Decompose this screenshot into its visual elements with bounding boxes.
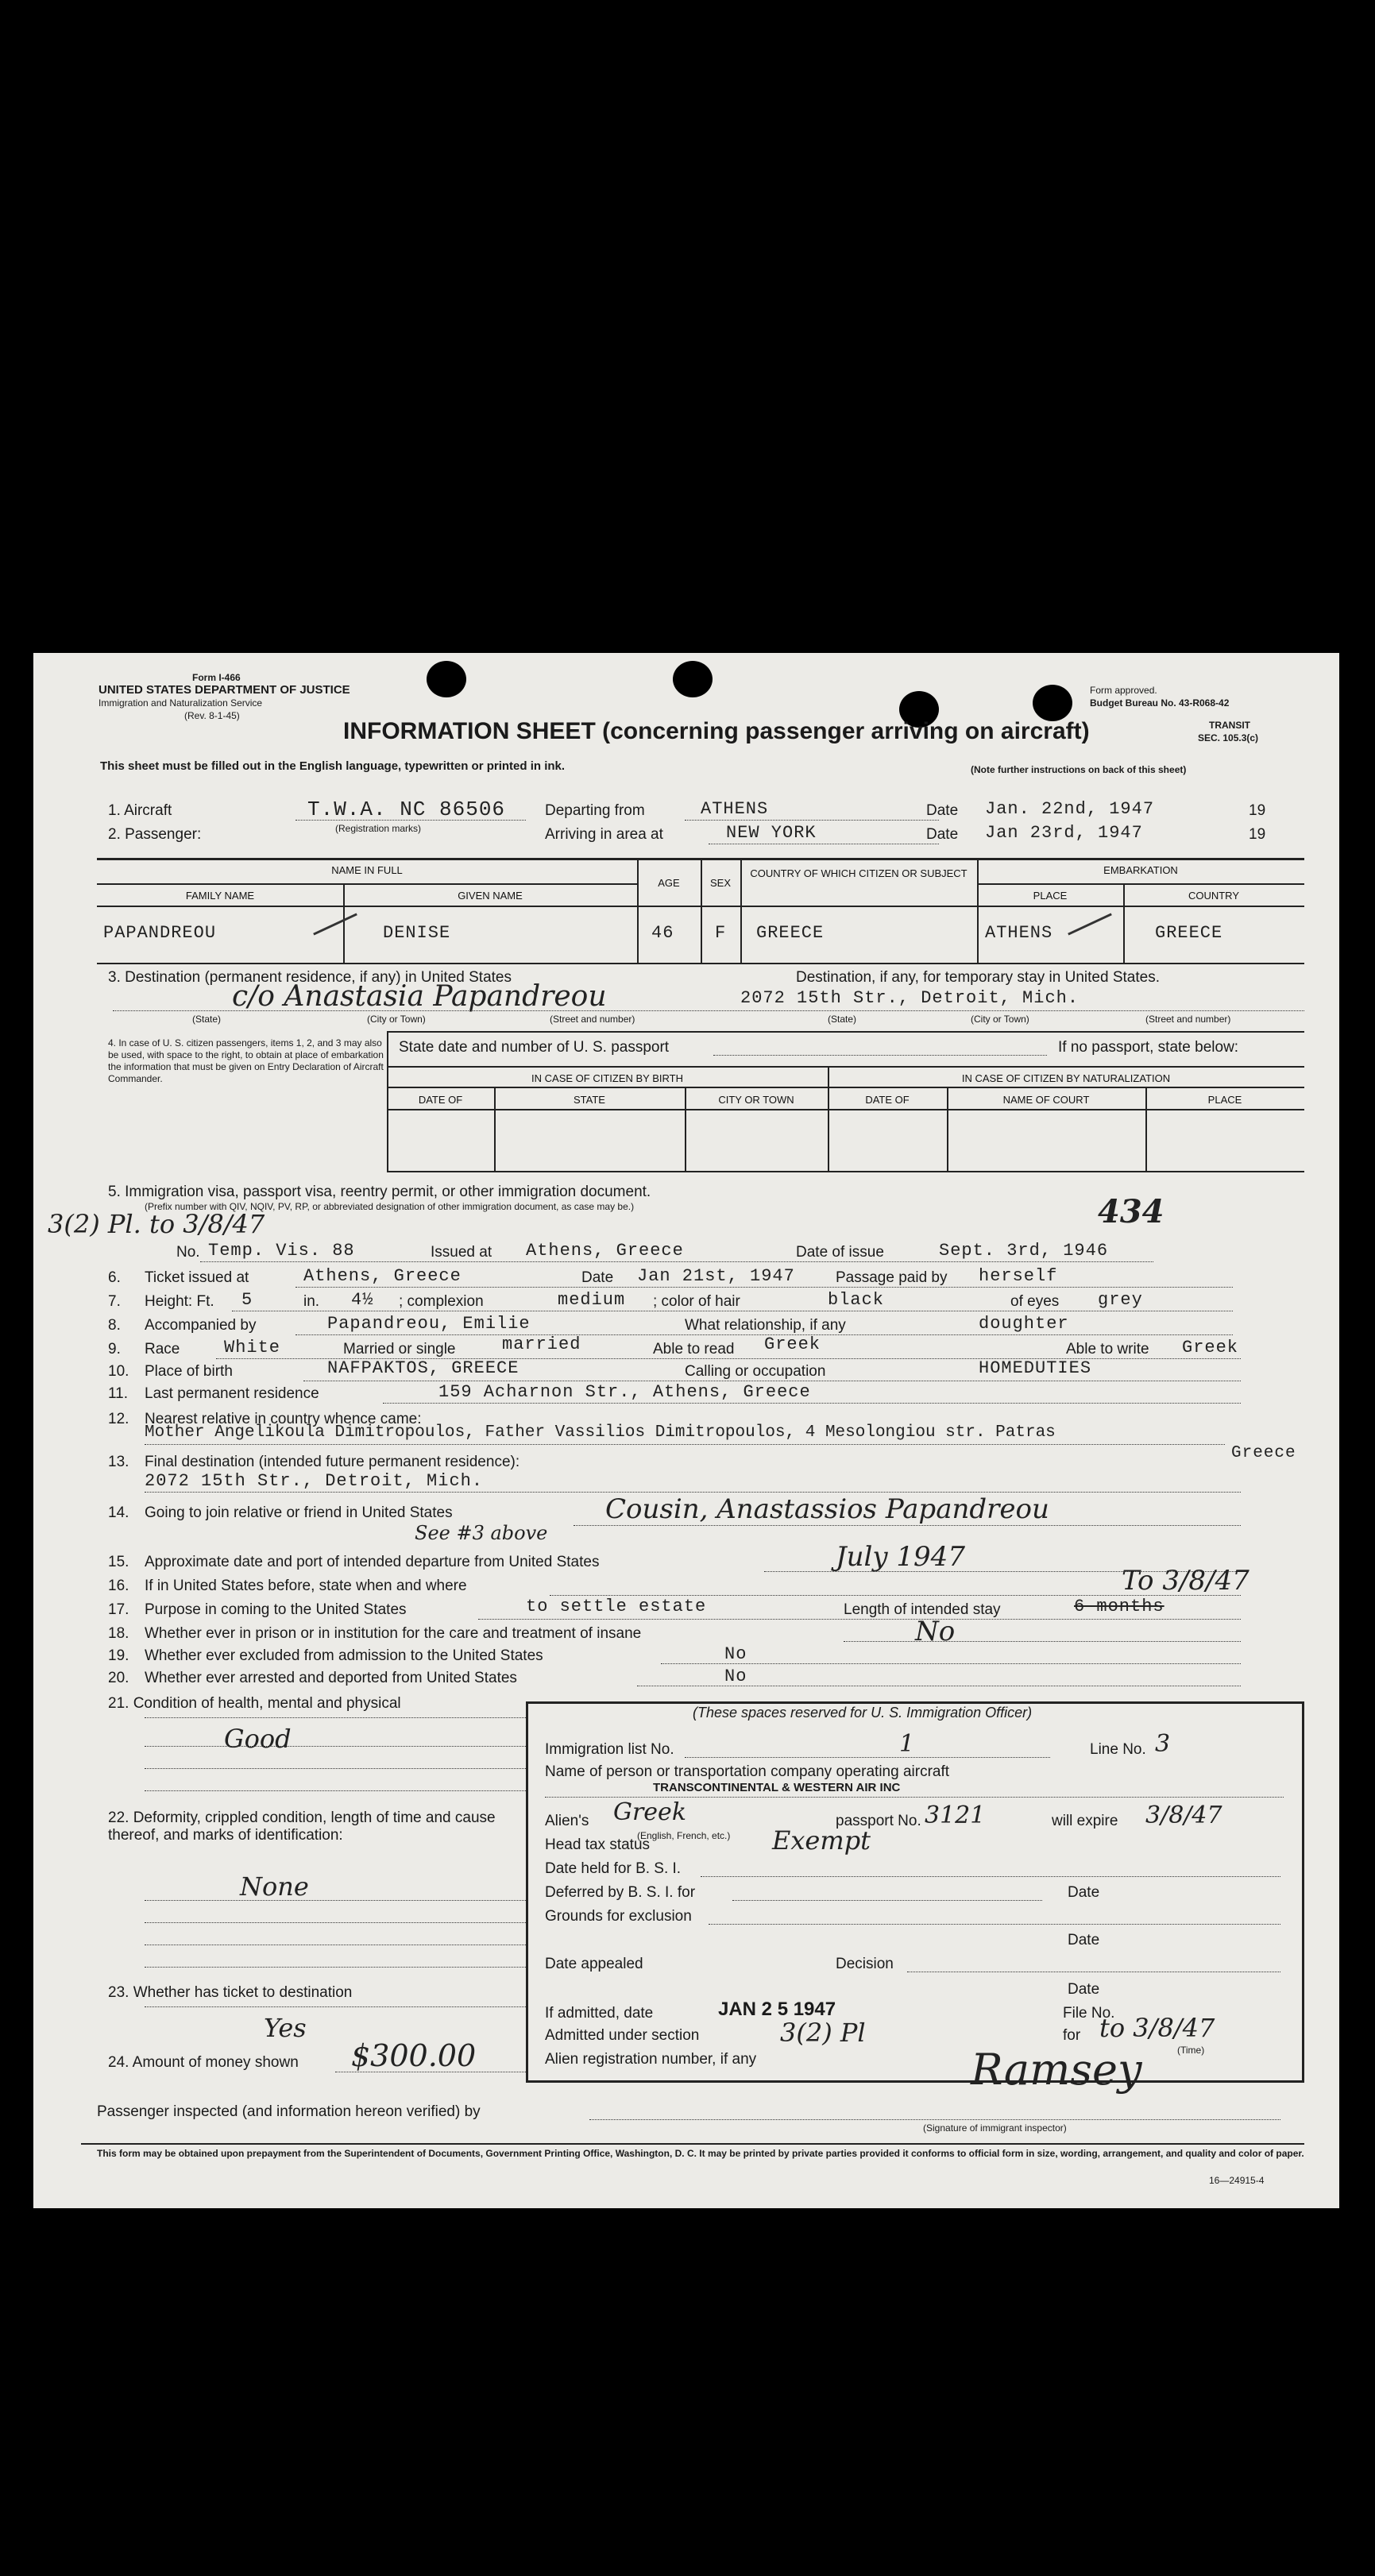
join-relative-label: Going to join relative or friend in United States (145, 1504, 453, 1521)
place-hdr-2: PLACE (1207, 1094, 1242, 1106)
write-label: Able to write (1066, 1341, 1149, 1358)
birthplace-label: Place of birth (145, 1363, 233, 1380)
underline (589, 2119, 1280, 2120)
underline (709, 1924, 1280, 1925)
table-rule (387, 1066, 1304, 1068)
row16-num: 16. (108, 1578, 129, 1594)
nearest-relative-value: Mother Angelikoula Dimitropoulos, Father Vassilios Dimitropoulos, 4 Mesolongiou str. Patras (145, 1423, 1056, 1442)
visa-label: 5. Immigration visa, passport visa, reentry permit, or other immigration document. (108, 1184, 651, 1200)
eyes-value: grey (1098, 1290, 1143, 1310)
occupation-label: Calling or occupation (685, 1363, 826, 1380)
prison-label: Whether ever in prison or in institution for the care and treatment of insane (145, 1625, 642, 1642)
year1-prefix: 19 (1249, 802, 1266, 819)
race-label: Race (145, 1341, 180, 1358)
appealed-label: Date appealed (545, 1956, 643, 1972)
signature-sub: (Signature of immigrant inspector) (923, 2122, 1067, 2134)
admitted-label: If admitted, date (545, 2005, 654, 2022)
headtax-label: Head tax status (545, 1836, 651, 1853)
join-relative-value: Cousin, Anastassios Papandreou (605, 1493, 1049, 1525)
arriving-value: NEW YORK (726, 823, 817, 843)
sub-state: (State) (192, 1014, 222, 1025)
departure-label: Approximate date and port of intended departure from United States (145, 1554, 600, 1570)
place-hdr: PLACE (1033, 890, 1068, 902)
underline (732, 1900, 1042, 1901)
destination-typed: 2072 15th Str., Detroit, Mich. (740, 988, 1080, 1008)
family-name-value: PAPANDREOU (103, 923, 217, 943)
visa-no-value: Temp. Vis. 88 (208, 1241, 355, 1261)
date-of-hdr: DATE OF (418, 1094, 463, 1106)
nearest-relative-country: Greece (1231, 1444, 1296, 1462)
hair-label: ; color of hair (653, 1293, 740, 1310)
before-value: To 3/8/47 (1122, 1565, 1249, 1597)
budget-bureau: Budget Bureau No. 43-R068-42 (1090, 697, 1230, 709)
margin-note: 3(2) Pl. to 3/8/47 (48, 1209, 265, 1239)
registration-note: (Registration marks) (335, 823, 422, 834)
eyes-label: of eyes (1010, 1293, 1060, 1310)
approval-pre: Form approved. (1090, 685, 1157, 696)
section-ref: SEC. 105.3(c) (1198, 732, 1259, 743)
purpose-label: Purpose in coming to the United States (145, 1601, 407, 1618)
hair-value: black (828, 1290, 885, 1310)
underline (545, 1797, 1284, 1798)
row10-num: 10. (108, 1363, 129, 1380)
section-label: Admitted under section (545, 2027, 700, 2044)
row17-num: 17. (108, 1601, 129, 1618)
date-label-3: Date (1068, 1981, 1100, 1998)
footer-rule (81, 2143, 1304, 2145)
table-rule (637, 858, 639, 963)
read-value: Greek (764, 1334, 821, 1354)
last-residence-label: Last permanent residence (145, 1385, 319, 1402)
money-label: 24. Amount of money shown (108, 2054, 299, 2071)
fileno-label: File No. (1063, 2005, 1115, 2022)
accompanied-value: Papandreou, Emilie (327, 1314, 531, 1334)
married-value: married (502, 1334, 581, 1354)
embarkation-hdr: EMBARKATION (1103, 864, 1178, 876)
married-label: Married or single (343, 1341, 456, 1358)
citizen-country-value: GREECE (756, 923, 825, 943)
table-rule (97, 963, 1304, 964)
row15-num: 15. (108, 1554, 129, 1570)
country-hdr: COUNTRY OF WHICH CITIZEN OR SUBJECT (750, 867, 968, 879)
deformity-value: None (240, 1871, 309, 1902)
passage-paid-label: Passage paid by (836, 1269, 948, 1286)
excluded-label: Whether ever excluded from admission to the United States (145, 1647, 543, 1664)
departing-label: Departing from (545, 802, 645, 819)
inspected-label: Passenger inspected (and information hereon verified) by (97, 2103, 481, 2120)
underline (295, 1287, 1233, 1288)
form-number: Form I-466 (192, 672, 241, 683)
underline (200, 1261, 1153, 1262)
underline (685, 820, 939, 821)
deported-label: Whether ever arrested and deported from United States (145, 1670, 517, 1686)
sex-value: F (715, 923, 727, 943)
date1-label: Date (926, 802, 959, 819)
alien-value: Greek (613, 1798, 686, 1826)
excluded-value: No (724, 1644, 747, 1664)
underline (383, 1403, 1241, 1404)
date2-label: Date (926, 826, 959, 843)
aircraft-value: T.W.A. NC 86506 (307, 798, 506, 821)
date1-value: Jan. 22nd, 1947 (985, 799, 1155, 819)
for-label: for (1063, 2027, 1081, 2044)
check-mark (1068, 913, 1112, 935)
instructions: This sheet must be filled out in the English language, typewritten or printed in ink. (100, 759, 566, 773)
table-rule (387, 1031, 1304, 1033)
health-value: Good (224, 1724, 292, 1754)
row6-num: 6. (108, 1269, 121, 1286)
row7-num: 7. (108, 1293, 121, 1310)
citizen-birth-hdr: IN CASE OF CITIZEN BY BIRTH (531, 1072, 683, 1084)
citizen-nat-hdr: IN CASE OF CITIZEN BY NATURALIZATION (961, 1072, 1171, 1084)
last-residence-value: 159 Acharnon Str., Athens, Greece (438, 1382, 811, 1402)
final-destination-value: 2072 15th Str., Detroit, Mich. (145, 1471, 484, 1491)
line-no-label: Line No. (1090, 1741, 1146, 1758)
relationship-label: What relationship, if any (685, 1317, 846, 1334)
table-rule (387, 1109, 1304, 1110)
punch-hole (1033, 685, 1072, 721)
service: Immigration and Naturalization Service (98, 697, 263, 709)
relationship-value: doughter (979, 1314, 1069, 1334)
sex-hdr: SEX (709, 877, 731, 889)
table-rule (387, 1087, 1304, 1088)
underline (145, 1768, 526, 1769)
list-no-value: 1 (899, 1730, 915, 1758)
for-sub: (Time) (1177, 2045, 1205, 2056)
final-destination-label: Final destination (intended future permanent residence): (145, 1454, 520, 1470)
court-hdr: NAME OF COURT (1002, 1094, 1090, 1106)
for-value: to 3/8/47 (1099, 2013, 1215, 2043)
complexion-label: ; complexion (399, 1293, 484, 1310)
issue-date-value: Sept. 3rd, 1946 (939, 1241, 1109, 1261)
underline (701, 1876, 1280, 1877)
expire-label: will expire (1052, 1813, 1118, 1829)
stay-label: Length of intended stay (844, 1601, 1001, 1618)
fine-print: This form may be obtained upon prepayment from the Superintendent of Documents, Government Printing Office, Washington, D. C. It may be printed by private parties provided it conforms to official form in size, wording, arrangement, and quality and color of paper. (97, 2148, 1304, 2159)
health-label: 21. Condition of health, mental and physical (108, 1695, 401, 1712)
row19-num: 19. (108, 1647, 129, 1664)
height-ft-value: 5 (241, 1290, 253, 1310)
date-of-hdr-2: DATE OF (865, 1094, 910, 1106)
deported-value: No (724, 1666, 747, 1686)
accompanied-label: Accompanied by (145, 1317, 257, 1334)
temp-destination-label: Destination, if any, for temporary stay in United States. (796, 969, 1160, 986)
race-value: White (224, 1338, 281, 1358)
punch-hole (673, 661, 713, 697)
issue-date-label: Date of issue (796, 1244, 884, 1261)
admitted-stamp: JAN 2 5 1947 (718, 1999, 836, 2020)
read-label: Able to read (653, 1341, 735, 1358)
passage-paid-value: herself (979, 1266, 1058, 1286)
ticket-dest-value: Yes (264, 2013, 307, 2043)
stay-value: 6 months (1074, 1597, 1165, 1616)
information-sheet (33, 653, 1339, 2208)
sub-street-2: (Street and number) (1145, 1014, 1231, 1025)
emb-country-value: GREECE (1155, 923, 1223, 943)
given-name-value: DENISE (383, 923, 451, 943)
arriving-label: Arriving in area at (545, 826, 663, 843)
city-hdr: CITY OR TOWN (718, 1094, 794, 1106)
carrier-value: TRANSCONTINENTAL & WESTERN AIR INC (653, 1781, 901, 1794)
ticket-date-label: Date (581, 1269, 614, 1286)
underline (295, 820, 526, 821)
see-above-note: See #3 above (415, 1522, 548, 1544)
sub-city-2: (City or Town) (971, 1014, 1029, 1025)
issued-at-label: Issued at (431, 1244, 492, 1261)
held-label: Date held for B. S. I. (545, 1860, 682, 1877)
check-mark (313, 913, 357, 935)
underline (145, 1444, 1225, 1445)
date-label-2: Date (1068, 1932, 1100, 1948)
underline (145, 1790, 526, 1791)
decision-label: Decision (836, 1956, 894, 1972)
year2-prefix: 19 (1249, 826, 1266, 843)
revision: (Rev. 8-1-45) (184, 710, 240, 721)
occupation-value: HOMEDUTIES (979, 1358, 1092, 1378)
visa-no-label: No. (176, 1244, 200, 1261)
visa-sublabel: (Prefix number with QIV, NQIV, PV, RP, or abbreviated designation of other immigration document, as case may be.) (145, 1201, 635, 1212)
emb-place-value: ATHENS (985, 923, 1053, 943)
aircraft-label: 1. Aircraft (108, 802, 172, 819)
grounds-label: Grounds for exclusion (545, 1908, 692, 1925)
punch-hole (427, 661, 466, 697)
underline (661, 1663, 1241, 1664)
alien-label: Alien's (545, 1813, 589, 1829)
underline (145, 2006, 526, 2007)
underline (145, 1922, 526, 1923)
expire-value: 3/8/47 (1145, 1802, 1222, 1829)
passenger-label: 2. Passenger: (108, 826, 202, 843)
underline (713, 1055, 1047, 1056)
list-no-label: Immigration list No. (545, 1741, 674, 1758)
underline (145, 1967, 526, 1968)
ticket-date-value: Jan 21st, 1947 (637, 1266, 795, 1286)
destination-handwritten: c/o Anastasia Papandreou (232, 980, 607, 1013)
birthplace-value: NAFPAKTOS, GREECE (327, 1358, 519, 1378)
sub-street: (Street and number) (550, 1014, 635, 1025)
emb-country-hdr: COUNTRY (1188, 890, 1240, 902)
ticket-issued-value: Athens, Greece (303, 1266, 462, 1286)
officer-heading: (These spaces reserved for U. S. Immigration Officer) (693, 1705, 1033, 1721)
age-value: 46 (651, 923, 674, 943)
section-value: 3(2) Pl (780, 2018, 866, 2048)
given-name-hdr: GIVEN NAME (458, 890, 523, 902)
row20-num: 20. (108, 1670, 129, 1686)
table-rule (740, 858, 742, 963)
write-value: Greek (1182, 1338, 1239, 1358)
table-rule (387, 1171, 1304, 1172)
underline (145, 1900, 526, 1901)
underline (145, 1492, 1241, 1493)
row12-num: 12. (108, 1411, 129, 1427)
ticket-issued-label: Ticket issued at (145, 1269, 249, 1286)
note: (Note further instructions on back of this sheet) (971, 764, 1187, 775)
underline (145, 1717, 526, 1718)
department: UNITED STATES DEPARTMENT OF JUSTICE (98, 683, 350, 697)
ticket-dest-label: 23. Whether has ticket to destination (108, 1984, 353, 2001)
before-label: If in United States before, state when and where (145, 1578, 467, 1594)
table-rule (701, 858, 702, 963)
height-ft-label: Height: Ft. (145, 1293, 214, 1310)
name-in-full-hdr: NAME IN FULL (331, 864, 403, 876)
no-passport-label: If no passport, state below: (1058, 1039, 1239, 1056)
deferred-label: Deferred by B. S. I. for (545, 1884, 696, 1901)
date-label-1: Date (1068, 1884, 1100, 1901)
age-hdr: AGE (658, 877, 680, 889)
underline (844, 1641, 1241, 1642)
form-title: INFORMATION SHEET (concerning passenger arriving on aircraft) (343, 718, 1090, 744)
underline (685, 1757, 1050, 1758)
issued-at-value: Athens, Greece (526, 1241, 684, 1261)
departure-value: July 1947 (836, 1541, 965, 1573)
inspector-signature: Ramsey (971, 2045, 1142, 2095)
row14-num: 14. (108, 1504, 129, 1521)
nearest-relative-label: Nearest relative in country whence came: (145, 1411, 422, 1427)
form-code: 16—24915-4 (1209, 2175, 1265, 2186)
complexion-value: medium (558, 1290, 626, 1310)
state-hdr: STATE (574, 1094, 605, 1106)
height-in-value: 4½ (351, 1290, 374, 1310)
row13-num: 13. (108, 1454, 129, 1470)
line-no-value: 3 (1155, 1730, 1171, 1758)
headtax-value: Exempt (772, 1825, 871, 1856)
carrier-label: Name of person or transportation company operating aircraft (545, 1763, 950, 1780)
passport-label: State date and number of U. S. passport (399, 1039, 670, 1056)
date2-value: Jan 23rd, 1947 (985, 823, 1143, 843)
row9-num: 9. (108, 1341, 121, 1358)
height-in-label: in. (303, 1293, 320, 1310)
deformity-label: 22. Deformity, crippled condition, length of time and cause thereof, and marks of identification: (108, 1809, 496, 1844)
citizen-note: 4. In case of U. S. citizen passengers, items 1, 2, and 3 may also be used, with space to the right, to obtain at place of embarkation the information that must be given on Entry Declaration of Aircraft Commander. (108, 1037, 384, 1084)
row11-num: 11. (108, 1385, 129, 1402)
row18-num: 18. (108, 1625, 129, 1642)
destination-label: 3. Destination (permanent residence, if any) in United States (108, 969, 512, 986)
sub-state-2: (State) (828, 1014, 857, 1025)
table-rule (97, 883, 637, 885)
passport-no-value: 3121 (925, 1802, 986, 1829)
big-number: 434 (1098, 1193, 1165, 1230)
money-value: $300.00 (351, 2038, 477, 2073)
prison-value: No (915, 1616, 956, 1647)
sub-city: (City or Town) (367, 1014, 426, 1025)
passport-no-label: passport No. (836, 1813, 921, 1829)
transit: TRANSIT (1209, 720, 1250, 731)
family-name-hdr: FAMILY NAME (185, 890, 255, 902)
underline (478, 1619, 1241, 1620)
underline (550, 1595, 1241, 1596)
underline (574, 1525, 1241, 1526)
table-rule (977, 883, 1304, 885)
underline (145, 1746, 526, 1747)
row8-num: 8. (108, 1317, 121, 1334)
alienreg-label: Alien registration number, if any (545, 2051, 757, 2068)
underline (113, 1010, 1304, 1011)
purpose-value: to settle estate (526, 1597, 707, 1616)
alien-sub: (English, French, etc.) (637, 1830, 731, 1841)
departing-value: ATHENS (701, 799, 769, 819)
